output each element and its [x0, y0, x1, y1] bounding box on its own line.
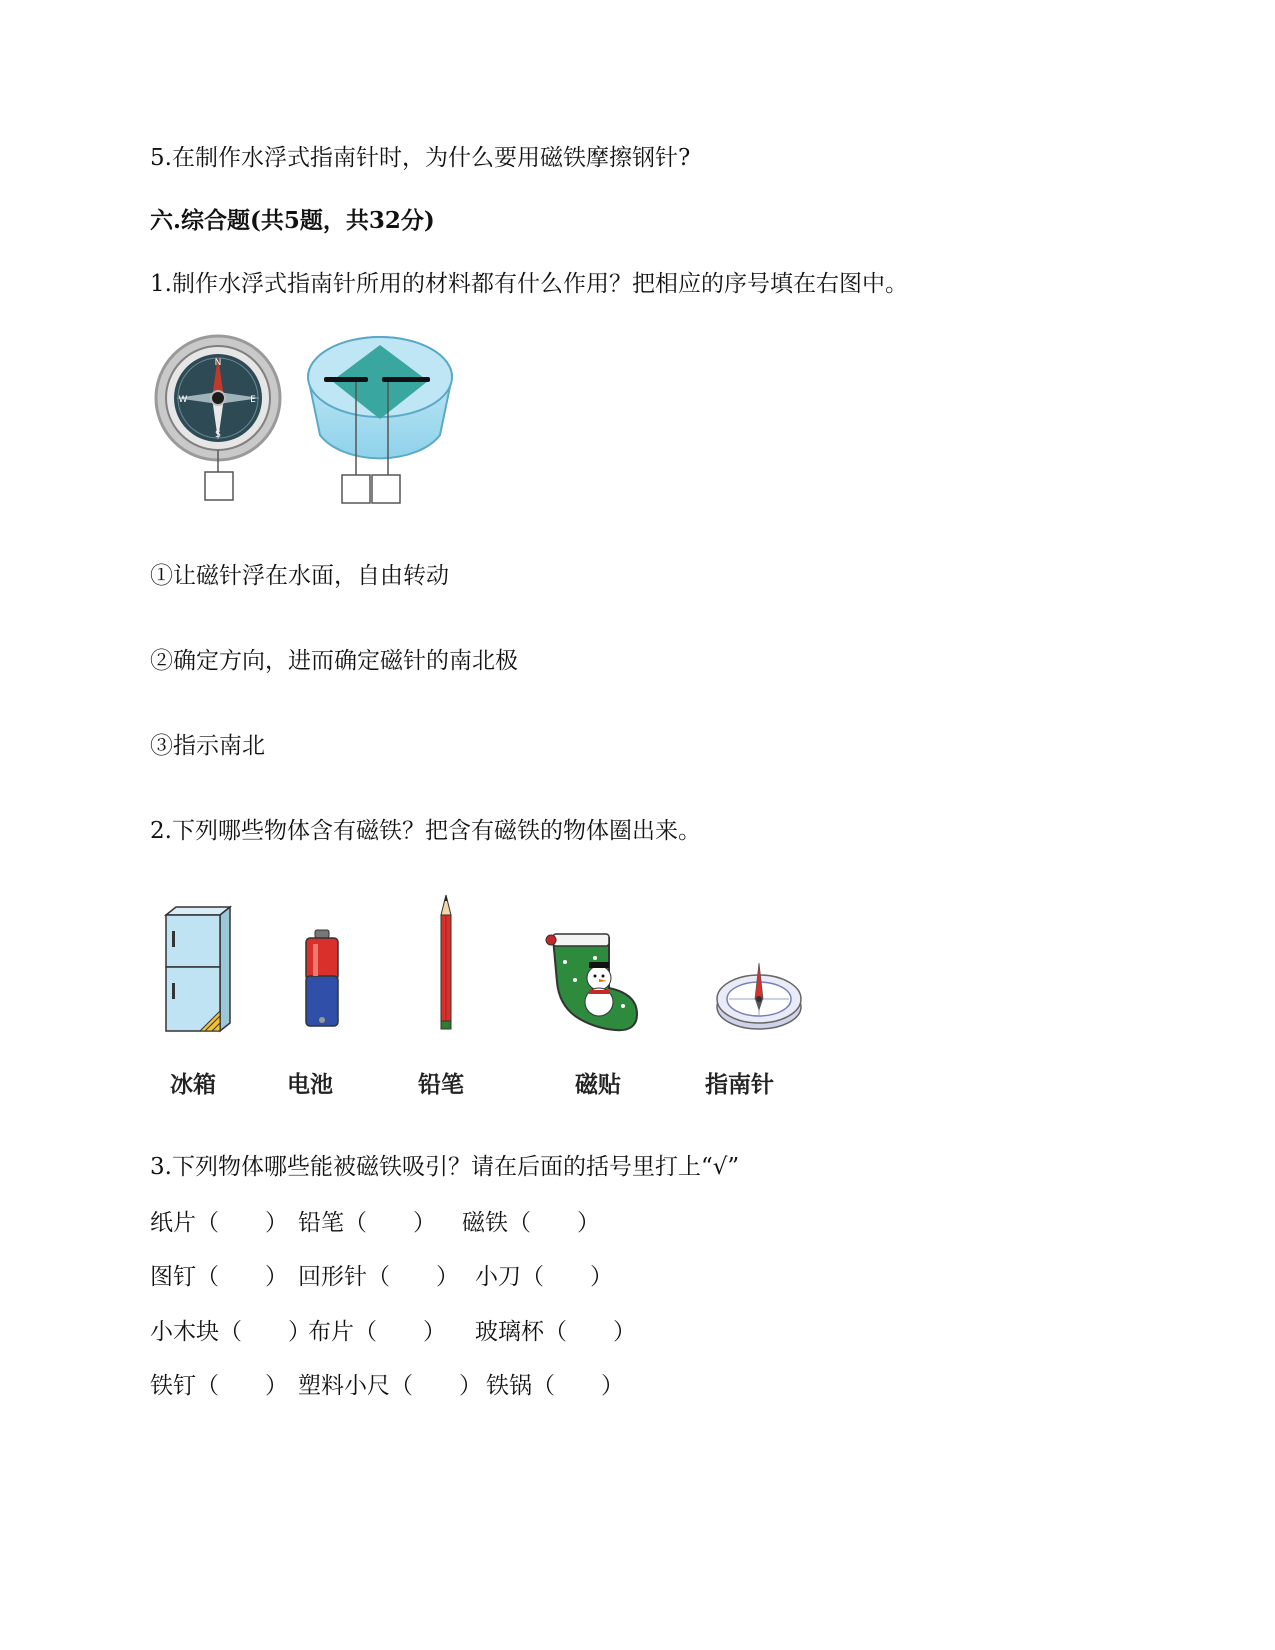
q3-item-plastic-ruler[interactable]: 塑料小尺（ ）	[298, 1373, 482, 1399]
q3-item-knife[interactable]: 小刀（ ）	[475, 1264, 613, 1290]
q1-option-3: ③指示南北	[150, 733, 265, 759]
item-label-magnet-sticker: 磁贴	[575, 1072, 621, 1098]
q3-item-paper[interactable]: 纸片（ ）	[150, 1210, 288, 1236]
q3-item-wood-block[interactable]: 小木块（ ）	[150, 1319, 311, 1345]
question-3-text: 3.下列物体哪些能被磁铁吸引？请在后面的括号里打上“√”	[150, 1154, 740, 1180]
q3-item-pencil[interactable]: 铅笔（ ）	[298, 1210, 436, 1236]
question-1-text: 1.制作水浮式指南针所用的材料都有什么作用？把相应的序号填在右图中。	[150, 271, 908, 297]
q3-item-paperclip[interactable]: 回形针（ ）	[298, 1264, 459, 1290]
question-2-text: 2.下列哪些物体含有磁铁？把含有磁铁的物体圈出来。	[150, 818, 701, 844]
compass-image	[712, 955, 807, 1035]
answer-box[interactable]	[205, 472, 233, 500]
q1-option-1: ①让磁针浮在水面，自由转动	[150, 563, 449, 589]
q3-item-glass-cup[interactable]: 玻璃杯（ ）	[475, 1319, 636, 1345]
battery-image	[300, 928, 345, 1033]
water-bowl-figure	[300, 325, 460, 510]
item-label-compass: 指南针	[705, 1072, 774, 1098]
section-title: 六.综合题(共5题，共32分)	[150, 207, 435, 234]
compass-letter-e: E	[250, 395, 256, 405]
item-label-refrigerator: 冰箱	[170, 1072, 216, 1098]
pencil-image	[436, 893, 456, 1033]
compass-letter-w: W	[178, 395, 188, 405]
compass-figure	[150, 330, 290, 510]
refrigerator-image	[160, 905, 235, 1040]
question-5-text: 5.在制作水浮式指南针时，为什么要用磁铁摩擦钢针?	[150, 145, 691, 171]
q3-item-iron-pot[interactable]: 铁锅（ ）	[486, 1373, 624, 1399]
q3-item-magnet[interactable]: 磁铁（ ）	[462, 1210, 600, 1236]
compass-letter-n: N	[214, 358, 222, 368]
item-label-pencil: 铅笔	[418, 1072, 464, 1098]
answer-box[interactable]	[372, 475, 400, 503]
q1-option-2: ②确定方向，进而确定磁针的南北极	[150, 648, 518, 674]
q3-item-thumbtack[interactable]: 图钉（ ）	[150, 1264, 288, 1290]
q3-item-iron-nail[interactable]: 铁钉（ ）	[150, 1373, 288, 1399]
magnet-sticker-image	[545, 930, 645, 1035]
compass-letter-s: S	[215, 430, 221, 440]
answer-box[interactable]	[342, 475, 370, 503]
item-label-battery: 电池	[287, 1072, 333, 1098]
q3-item-cloth[interactable]: 布片（ ）	[308, 1319, 446, 1345]
